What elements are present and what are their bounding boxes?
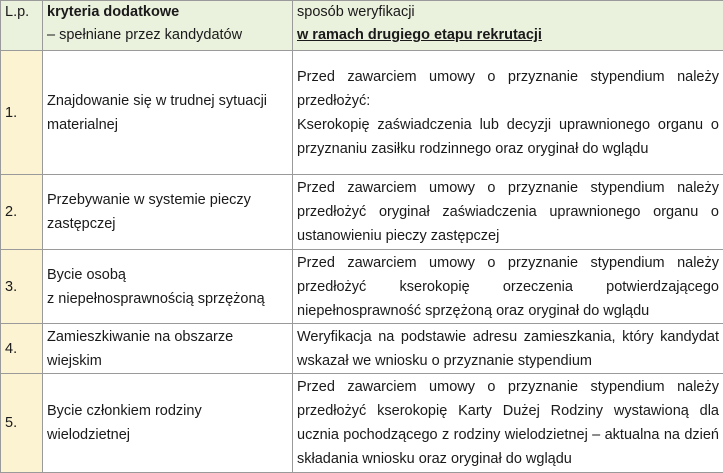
verification-text: Przed zawarciem umowy o przyznanie stypendium należy przedłożyć: (297, 68, 719, 109)
header-criteria-title: kryteria dodatkowe (47, 4, 180, 20)
header-criteria-subtitle: – spełniane przez kandydatów (47, 27, 243, 43)
verification-cell: Przed zawarciem umowy o przyznanie stypendium należy przedłożyć oryginał zaświadczenia uprawnionego organu o ustanowieniu pieczy zastępczej (293, 175, 723, 250)
header-verification-subtitle: w ramach drugiego etapu rekrutacji (297, 27, 542, 43)
row-number: 4. (1, 324, 43, 374)
verification-cell: Weryfikacja na podstawie adresu zamieszkania, który kandydat wskazał we wniosku o przyznanie stypendium (293, 324, 723, 374)
verification-cell: Przed zawarciem umowy o przyznanie stypendium należy przedłożyć kserokopię Karty Dużej Rodziny wystawioną dla ucznia pochodzącego z rodziny wielodzietnej – aktualna na dzień składania wniosku oraz oryginał do wglądu (293, 374, 723, 473)
criterion-cell (43, 250, 293, 324)
verification-cell (293, 51, 723, 175)
table-row (1, 374, 723, 473)
criterion-text: Bycie osobą (47, 266, 126, 283)
table-row (1, 324, 723, 374)
row-number: 5. (1, 374, 43, 473)
header-lp: L.p. (1, 1, 43, 51)
header-row (1, 1, 723, 51)
header-verification (293, 1, 723, 51)
verification-text: Kserokopię zaświadczenia lub decyzji uprawnionego organu o przyznaniu zasiłku rodzinnego oraz oryginał do wglądu (297, 116, 719, 157)
table-row (1, 175, 723, 250)
table-row (1, 51, 723, 175)
criterion-cell: Bycie członkiem rodziny wielodzietnej (43, 374, 293, 473)
criterion-cell: Znajdowanie się w trudnej sytuacji materialnej (43, 51, 293, 175)
table-row (1, 250, 723, 324)
row-number: 3. (1, 250, 43, 324)
header-verification-title: sposób weryfikacji (297, 4, 415, 20)
row-number: 1. (1, 51, 43, 175)
criterion-text: z niepełnosprawnością sprzężoną (47, 290, 265, 307)
verification-cell: Przed zawarciem umowy o przyznanie stypendium należy przedłożyć kserokopię orzeczenia potwierdzającego niepełnosprawność sprzężoną oraz oryginał do wglądu (293, 250, 723, 324)
criterion-cell: Zamieszkiwanie na obszarze wiejskim (43, 324, 293, 374)
header-criteria (43, 1, 293, 51)
criterion-cell: Przebywanie w systemie pieczy zastępczej (43, 175, 293, 250)
row-number: 2. (1, 175, 43, 250)
